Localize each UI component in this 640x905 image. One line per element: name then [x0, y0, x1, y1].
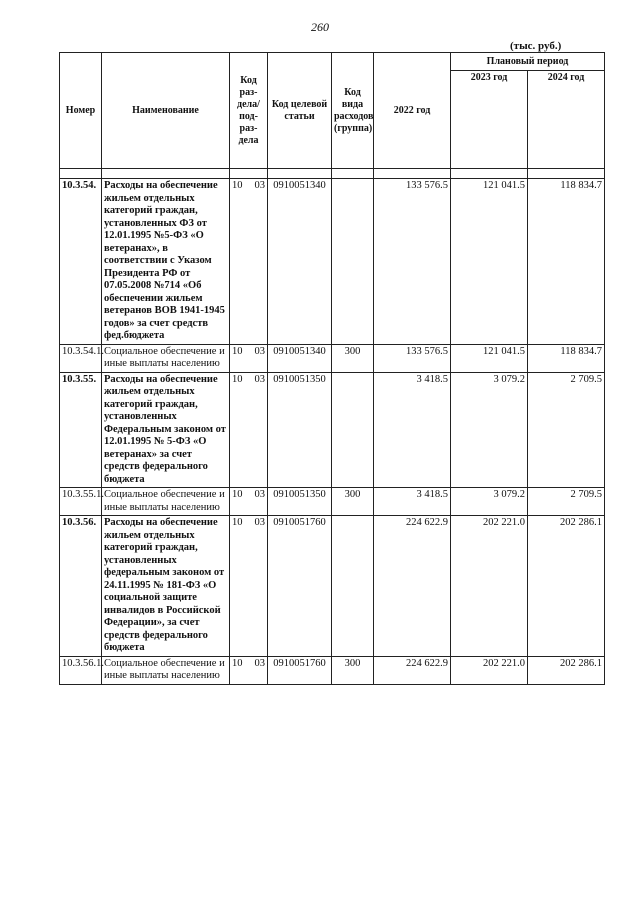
row-value-2024: 2 709.5	[528, 488, 605, 516]
row-target-code: 0910051350	[268, 372, 332, 488]
header-name: Наименование	[102, 53, 230, 169]
row-number: 10.3.54.	[60, 179, 102, 345]
row-value-2023: 3 079.2	[451, 488, 528, 516]
row-subsection: 03	[254, 657, 265, 669]
row-section: 10	[232, 517, 243, 528]
row-number: 10.3.56.1.	[60, 656, 102, 684]
row-subsection: 03	[254, 489, 265, 500]
row-section: 10	[232, 373, 243, 385]
row-value-2023: 202 221.0	[451, 656, 528, 684]
row-name: Социальное обеспечение и иные выплаты населению	[102, 656, 230, 684]
row-number: 10.3.56.	[60, 516, 102, 657]
row-value-2023: 121 041.5	[451, 179, 528, 345]
row-value-2024: 118 834.7	[528, 179, 605, 345]
budget-table	[59, 52, 605, 685]
row-value-2024: 202 286.1	[528, 656, 605, 684]
table-row	[60, 344, 605, 372]
row-subsection: 03	[254, 373, 265, 385]
row-value-2023: 121 041.5	[451, 344, 528, 372]
row-value-2023: 3 079.2	[451, 372, 528, 488]
header-2022: 2022 год	[374, 53, 451, 169]
row-section: 10	[232, 180, 243, 191]
row-subsection: 03	[254, 517, 265, 528]
row-section-code	[230, 656, 268, 684]
table-row	[60, 488, 605, 516]
row-name: Социальное обеспечение и иные выплаты населению	[102, 344, 230, 372]
table-row	[60, 656, 605, 684]
header-2023: 2023 год	[451, 71, 528, 169]
row-value-2022: 3 418.5	[374, 372, 451, 488]
units-label: (тыс. руб.)	[510, 40, 562, 52]
table-header	[60, 53, 605, 169]
table-spacer-row	[60, 169, 605, 179]
row-number: 10.3.55.	[60, 372, 102, 488]
header-target-code: Код целевой статьи	[268, 53, 332, 169]
row-expense-code	[332, 372, 374, 488]
row-subsection: 03	[254, 180, 265, 191]
header-2024: 2024 год	[528, 71, 605, 169]
row-target-code: 0910051760	[268, 516, 332, 657]
row-name: Расходы на обеспечение жильем отдельных категорий граждан, установленных федеральным законом от 24.11.1995 № 181-ФЗ «О социальной защите инвалидов в Российской Федерации», за счет средств федерального бюджета	[102, 516, 230, 657]
row-expense-code: 300	[332, 344, 374, 372]
header-number: Номер	[60, 53, 102, 169]
row-section-code	[230, 372, 268, 488]
table-row	[60, 372, 605, 488]
table-row	[60, 179, 605, 345]
header-planned-period: Плановый период	[451, 53, 605, 71]
row-value-2022: 224 622.9	[374, 516, 451, 657]
row-subsection: 03	[254, 345, 265, 357]
row-expense-code: 300	[332, 488, 374, 516]
row-name: Социальное обеспечение и иные выплаты населению	[102, 488, 230, 516]
row-target-code: 0910051340	[268, 179, 332, 345]
row-value-2022: 224 622.9	[374, 656, 451, 684]
row-name: Расходы на обеспечение жильем отдельных категорий граждан, установленных ФЗ от 12.01.1995 №5-ФЗ «О ветеранах», в соответствии с Указом Президента РФ от 07.05.2008 №714 «Об обеспечении жильем ветеранов ВОВ 1941-1945 годов» за счет средств фед.бюджета	[102, 179, 230, 345]
row-value-2023: 202 221.0	[451, 516, 528, 657]
row-section-code	[230, 344, 268, 372]
row-section: 10	[232, 345, 243, 357]
row-number: 10.3.55.1.	[60, 488, 102, 516]
row-number: 10.3.54.1.	[60, 344, 102, 372]
row-name: Расходы на обеспечение жильем отдельных категорий граждан, установленных Федеральным законом от 12.01.1995 № 5-ФЗ «О ветеранах» за счет средств федерального бюджета	[102, 372, 230, 488]
row-expense-code: 300	[332, 656, 374, 684]
row-value-2024: 118 834.7	[528, 344, 605, 372]
header-section-code: Код раз- дела/ под- раз- дела	[230, 53, 268, 169]
page-number: 260	[311, 20, 329, 34]
row-section: 10	[232, 489, 243, 500]
table-body	[60, 169, 605, 685]
row-value-2022: 3 418.5	[374, 488, 451, 516]
row-target-code: 0910051760	[268, 656, 332, 684]
row-value-2022: 133 576.5	[374, 344, 451, 372]
row-expense-code	[332, 516, 374, 657]
row-value-2024: 2 709.5	[528, 372, 605, 488]
row-target-code: 0910051340	[268, 344, 332, 372]
row-section-code	[230, 516, 268, 657]
row-section-code	[230, 179, 268, 345]
row-value-2022: 133 576.5	[374, 179, 451, 345]
row-value-2024: 202 286.1	[528, 516, 605, 657]
header-expense-code: Код вида расходов (группа)	[332, 53, 374, 169]
row-section: 10	[232, 657, 243, 669]
table-row	[60, 516, 605, 657]
row-target-code: 0910051350	[268, 488, 332, 516]
row-expense-code	[332, 179, 374, 345]
row-section-code	[230, 488, 268, 516]
